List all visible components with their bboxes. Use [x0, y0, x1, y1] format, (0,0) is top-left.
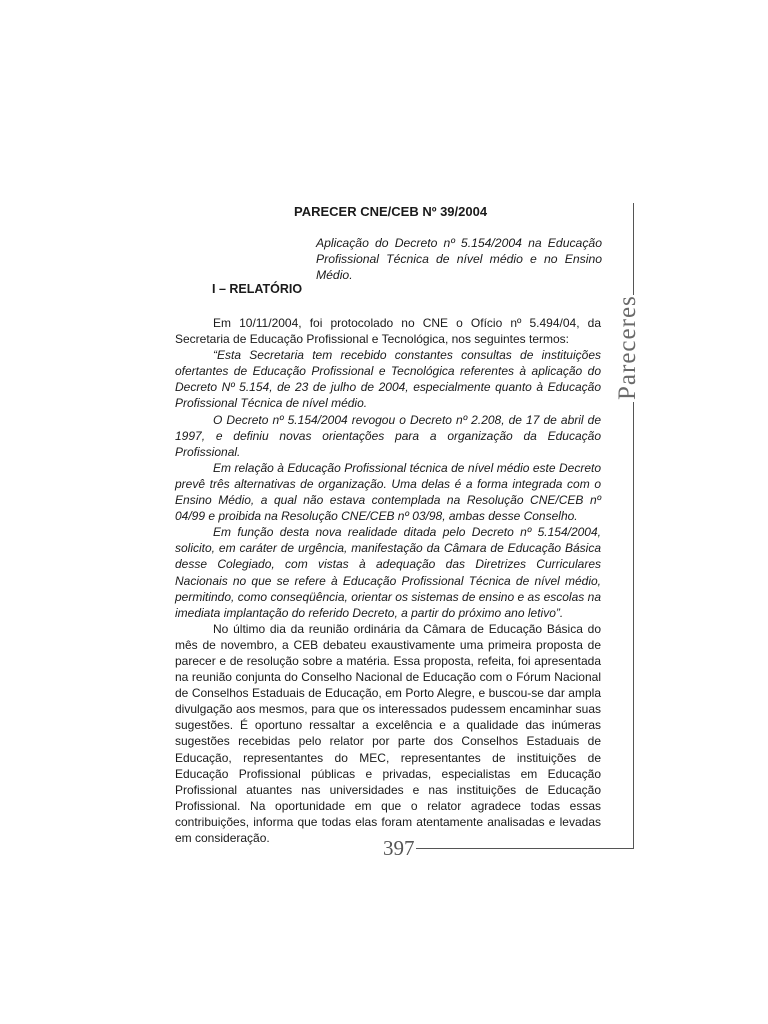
paragraph: Em 10/11/2004, foi protocolado no CNE o Ofício nº 5.494/04, da Secretaria de Educação Profissional e Tecnológica, nos seguintes termos:: [175, 316, 601, 347]
section-side-label: Pareceres: [614, 295, 641, 400]
margin-rule-top: [633, 203, 634, 295]
quoted-paragraph: Em função desta nova realidade ditada pelo Decreto nº 5.154/2004, solicito, em caráter de urgência, manifestação da Câmara de Educação Básica desse Colegiado, com vistas à adequação das Diretrizes Curriculares Nacionais no que se refere à Educação Profissional Técnica de nível médio, permitindo, como conseqüência, orientar os sistemas de ensino e as escolas na imediata implantação do referido Decreto, a partir do próximo ano letivo”.: [175, 525, 601, 620]
document-body: [175, 315, 601, 846]
paragraph: No último dia da reunião ordinária da Câmara de Educação Básica do mês de novembro, a CEB debateu exaustivamente uma primeira proposta de parecer e de resolução sobre a matéria. Essa proposta, refeita, foi apresentada na reunião conjunta do Conselho Nacional de Educação com o Fórum Nacional de Conselhos Estaduais de Educação, em Porto Alegre, e buscou-se dar ampla divulgação aos mesmos, para que os interessados pudessem encaminhar suas sugestões. É oportuno ressaltar a excelência e a qualidade das inúmeras sugestões recebidas pelo relator por parte dos Conselhos Estaduais de Educação, representantes do MEC, representantes de instituições de Educação Profissional públicas e privadas, especialistas em Educação Profissional atuantes nas universidades e nas instituições de Educação Profissional. Na oportunidade em que o relator agradece todas essas contribuições, informa que todas elas foram atentamente analisadas e levadas em consideração.: [175, 621, 601, 845]
quoted-paragraph: “Esta Secretaria tem recebido constantes consultas de instituições ofertantes de Educação Profissional e Tecnológica referentes à aplicação do Decreto Nº 5.154, de 23 de julho de 2004, especialmente quanto à Educação Profissional Técnica de nível médio.: [175, 348, 601, 411]
margin-rule-bottom: [633, 402, 634, 848]
quoted-paragraph: Em relação à Educação Profissional técnica de nível médio este Decreto prevê três alternativas de organização. Uma delas é a forma integrada com o Ensino Médio, a qual não estava contemplada na Resolução CNE/CEB nº 04/99 e proibida na Resolução CNE/CEB nº 03/98, ambas desse Conselho.: [175, 460, 601, 524]
page-number-rule: [416, 848, 634, 849]
page-number: 397: [383, 836, 415, 860]
section-heading: I – RELATÓRIO: [212, 282, 303, 296]
document-ementa: Aplicação do Decreto nº 5.154/2004 na Educação Profissional Técnica de nível médio e no Ensino Médio.: [316, 236, 602, 282]
document-title: PARECER CNE/CEB Nº 39/2004: [294, 204, 488, 219]
quoted-paragraph: O Decreto nº 5.154/2004 revogou o Decreto nº 2.208, de 17 de abril de 1997, e definiu novas orientações para a organização da Educação Profissional.: [175, 412, 601, 459]
